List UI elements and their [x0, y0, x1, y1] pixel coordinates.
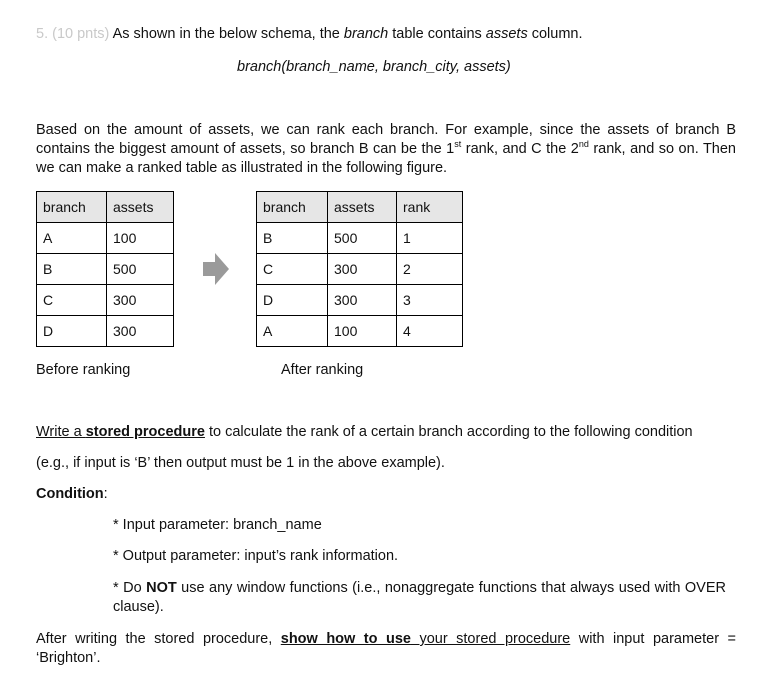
table-cell: 500 [107, 254, 174, 285]
table-cell: 300 [328, 285, 397, 316]
table-cell: 500 [328, 223, 397, 254]
schema-definition: branch(branch_name, branch_city, assets) [237, 59, 511, 75]
column-header: assets [328, 192, 397, 223]
table-cell: 300 [328, 254, 397, 285]
task-example: (e.g., if input is ‘B’ then output must be 1 in the above example). [36, 455, 445, 471]
table-cell: C [37, 285, 107, 316]
before-ranking-caption: Before ranking [36, 362, 131, 378]
table-cell: D [37, 316, 107, 347]
condition-no-window-functions: * Do NOT use any window functions (i.e., nonaggregate functions that always used with OVER clause). [113, 580, 726, 615]
table-row [257, 316, 463, 347]
column-header: assets [107, 192, 174, 223]
question-number: 5. (10 pnts) [36, 26, 110, 42]
task-statement: Write a stored procedure to calculate the rank of a certain branch according to the following condition [36, 424, 693, 440]
condition-input-param: * Input parameter: branch_name [113, 517, 322, 533]
table-cell: 2 [397, 254, 463, 285]
table-cell: 1 [397, 223, 463, 254]
table-cell: 100 [328, 316, 397, 347]
table-row [37, 223, 174, 254]
column-header: branch [257, 192, 328, 223]
table-row [257, 254, 463, 285]
table-row [37, 285, 174, 316]
stored-procedure-term: stored procedure [85, 424, 205, 440]
table-cell: 4 [397, 316, 463, 347]
table-cell: 300 [107, 316, 174, 347]
final-instruction: After writing the stored procedure, show how to use your stored procedure with input parameter = ‘Brighton’. [36, 631, 736, 666]
condition-output-param: * Output parameter: input’s rank information. [113, 548, 399, 564]
table-cell: 300 [107, 285, 174, 316]
table-cell: 3 [397, 285, 463, 316]
before-ranking-table [36, 191, 174, 347]
condition-heading: Condition: [36, 486, 108, 502]
table-row [257, 285, 463, 316]
explanation-paragraph: Based on the amount of assets, we can rank each branch. For example, since the assets of branch B contains the biggest amount of assets, so branch B can be the 1st rank, and C the 2nd rank, and so on. Then we can make a ranked table as illustrated in the following figure. [36, 122, 736, 176]
table-row [37, 254, 174, 285]
table-header-row [257, 192, 463, 223]
table-cell: A [257, 316, 328, 347]
right-arrow-icon [203, 253, 229, 285]
table-cell: B [37, 254, 107, 285]
question-intro: 5. (10 pnts) As shown in the below schema, the branch table contains assets column. [36, 26, 583, 42]
table-row [37, 316, 174, 347]
after-ranking-caption: After ranking [281, 362, 364, 378]
table-header-row [37, 192, 174, 223]
column-header: rank [397, 192, 463, 223]
after-ranking-table [256, 191, 463, 347]
table-cell: D [257, 285, 328, 316]
table-cell: 100 [107, 223, 174, 254]
table-row [257, 223, 463, 254]
table-cell: B [257, 223, 328, 254]
column-header: branch [37, 192, 107, 223]
table-cell: A [37, 223, 107, 254]
table-cell: C [257, 254, 328, 285]
